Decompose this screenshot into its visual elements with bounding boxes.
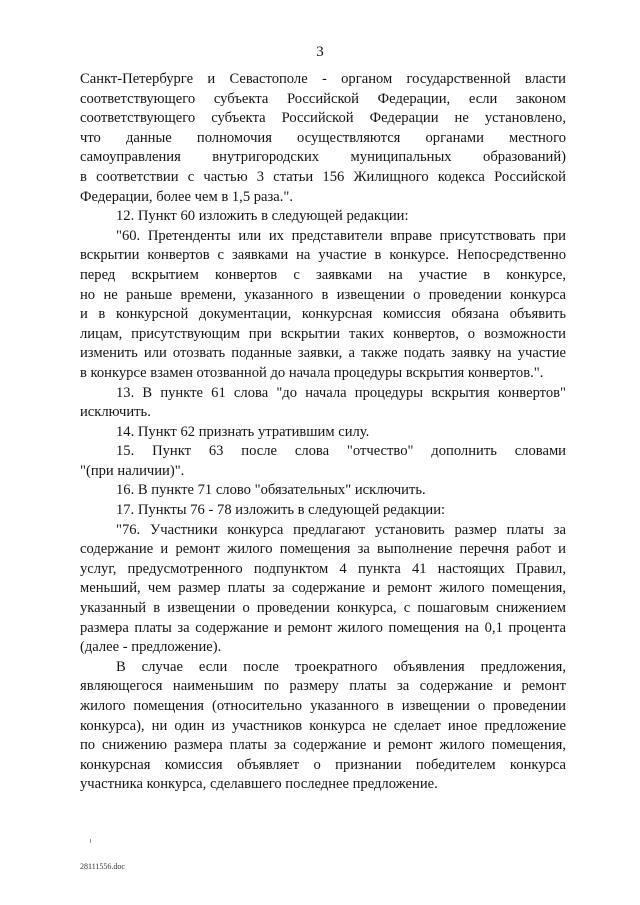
text-line: и в конкурсной документации, конкурсная комиссия обязана объявить	[80, 306, 566, 323]
text-line: что данные полномочия осуществляются органами местного	[80, 129, 566, 146]
page-number: 3	[316, 44, 324, 60]
text-line: но не раньше времени, указанного в извещении о проведении конкурса	[80, 286, 566, 303]
text-line: Санкт-Петербурге и Севастополе - органом государственной власти	[80, 71, 566, 87]
text-line: самоуправления внутригородских муниципальных образований)	[80, 149, 566, 166]
text-line: соответствующего субъекта Российской Федерации не установлено,	[80, 110, 566, 127]
text-line: меньший, чем размер платы за содержание и ремонт жилого помещения,	[80, 580, 566, 597]
text-line: указанный в извещении о проведении конкурса, с пошаговым снижением	[80, 600, 566, 617]
text-line: 12. Пункт 60 изложить в следующей редакции:	[116, 208, 409, 225]
text-line: 13. В пункте 61 слова "до начала процедуры вскрытия конвертов"	[116, 384, 566, 401]
text-line: "76. Участники конкурса предлагают установить размер платы за	[116, 521, 566, 538]
text-line: 16. В пункте 71 слово "обязательных" исключить.	[116, 482, 426, 499]
scan-artifact	[90, 839, 91, 843]
text-line: являющегося наименьшим по размеру платы за содержание и ремонт	[80, 678, 566, 695]
text-line: (далее - предложение).	[80, 639, 222, 656]
text-line: 17. Пункты 76 - 78 изложить в следующей редакции:	[116, 502, 446, 519]
text-line: конкурса), ни один из участников конкурса не сделает иное предложение	[80, 717, 566, 734]
text-line: "(при наличии)".	[80, 462, 185, 479]
text-line: 14. Пункт 62 признать утратившим силу.	[116, 423, 370, 440]
text-line: в конкурсе взамен отозванной до начала процедуры вскрытия конвертов.".	[80, 364, 544, 381]
text-line: лицам, присутствующим при вскрытии таких конвертов, о возможности	[80, 325, 566, 342]
text-line: соответствующего субъекта Российской Федерации, если законом	[80, 90, 566, 107]
text-line: "60. Претенденты или их представители вправе присутствовать при	[116, 227, 566, 244]
text-line: перед вскрытием конвертов с заявками на участие в конкурсе,	[80, 266, 566, 283]
text-line: в соответствии с частью 3 статьи 156 Жилищного кодекса Российской	[80, 168, 566, 185]
document-body	[80, 70, 566, 795]
text-line: конкурсная комиссия объявляет о признании победителем конкурса	[80, 756, 566, 773]
text-line: изменить или отозвать поданные заявки, а также подать заявку на участие	[80, 345, 566, 362]
text-line: жилого помещения (относительно указанного в извещении о проведении	[80, 698, 566, 714]
text-line: услуг, предусмотренного подпунктом 4 пункта 41 настоящих Правил,	[80, 560, 566, 577]
text-line: размера платы за содержание и ремонт жилого помещения на 0,1 процента	[80, 619, 566, 636]
text-line: Федерации, более чем в 1,5 раза.".	[80, 188, 294, 205]
footer-filename: 28111556.doc	[80, 862, 125, 871]
text-line: содержание и ремонт жилого помещения за выполнение перечня работ и	[80, 541, 566, 558]
text-line: исключить.	[80, 404, 151, 421]
text-line: участника конкурса, сделавшего последнее предложение.	[80, 776, 438, 793]
text-line: вскрытии конвертов с заявками на участие в конкурсе. Непосредственно	[80, 247, 566, 264]
text-line: 15. Пункт 63 после слова "отчество" дополнить словами	[116, 443, 566, 460]
text-line: по снижению размера платы за содержание и ремонт жилого помещения,	[80, 737, 566, 754]
text-line: В случае если после троекратного объявления предложения,	[116, 658, 566, 675]
